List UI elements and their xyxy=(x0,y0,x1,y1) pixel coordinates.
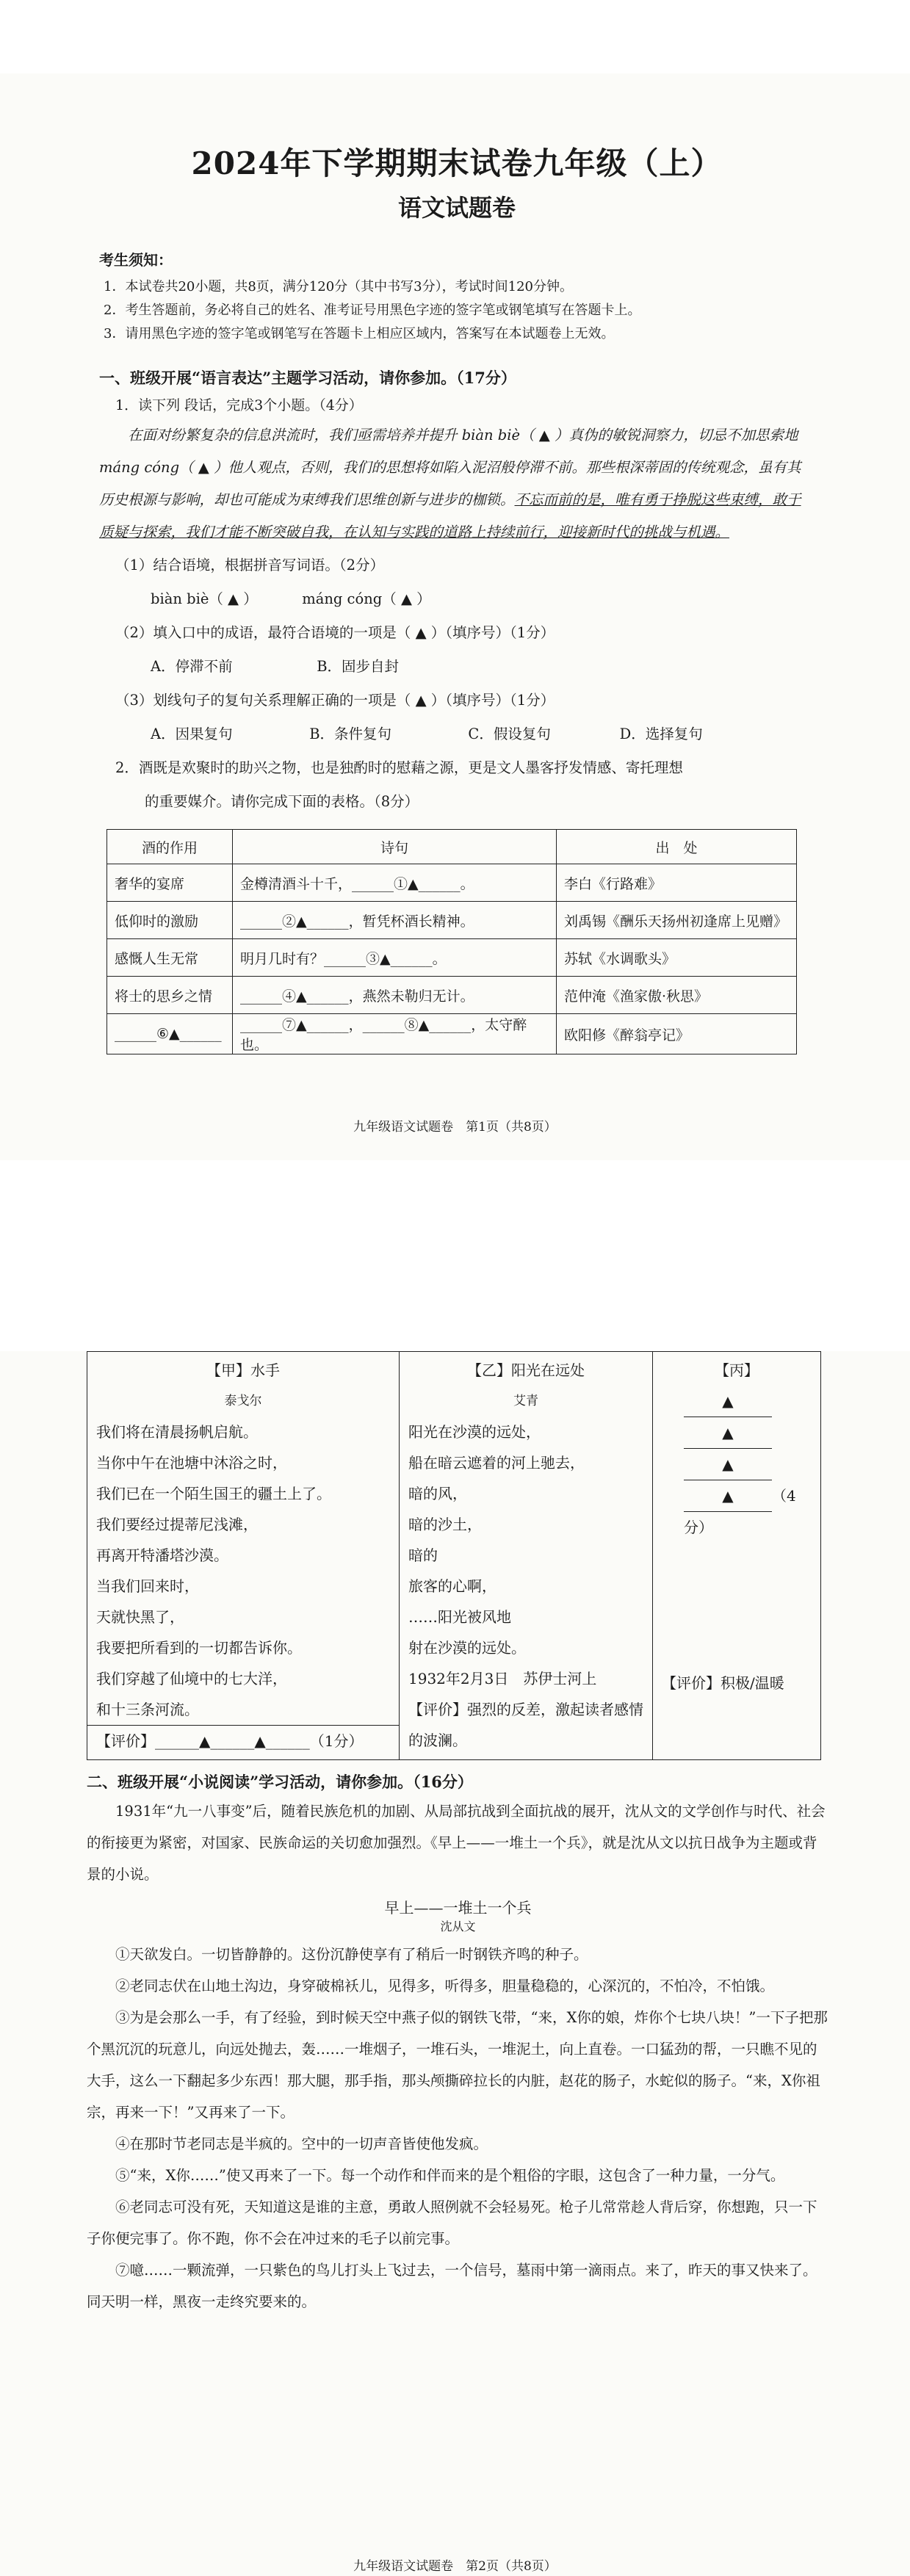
answer-blank: ▲ xyxy=(684,1386,772,1417)
option-a: A．因果复句 xyxy=(151,726,233,742)
pinyin-blank-1: biàn biè（ ▲ ） xyxy=(151,590,258,607)
table-cell: 苏轼《水调歌头》 xyxy=(557,939,797,977)
poem-a-author: 泰戈尔 xyxy=(224,1394,262,1408)
poem-a-heading: 【甲】水手 xyxy=(206,1361,280,1379)
poem-line: 当你中午在池塘中沐浴之时， xyxy=(96,1454,287,1472)
table-cell: 明月几时有？______③▲______。 xyxy=(233,939,557,977)
table-cell: ______②▲______，暂凭杯酒长精神。 xyxy=(233,902,557,939)
exam-title: 2024年下学期期末试卷九年级（上） xyxy=(191,145,723,181)
option-d: D．选择复句 xyxy=(619,726,703,742)
page-footer: 九年级语文试题卷 第2页（共8页） xyxy=(353,2559,557,2574)
page-gap xyxy=(0,1160,910,1351)
story-title: 早上——一堆土一个兵 xyxy=(384,1899,532,1917)
poem-line: 船在暗云遮着的河上驰去， xyxy=(408,1454,585,1472)
table-row xyxy=(107,939,797,977)
poem-line: 我要把所看到的一切都告诉你。 xyxy=(96,1639,302,1657)
poem-b-heading: 【乙】阳光在远处 xyxy=(467,1361,585,1379)
poem-line: 射在沙漠的远处。 xyxy=(408,1639,526,1657)
table-row xyxy=(107,902,797,939)
exam-page-2 xyxy=(0,1351,910,2576)
notice-title: 考生须知： xyxy=(99,251,173,269)
story-paragraph: ③为是会那么一手，有了经验，到时候天空中燕子似的钢铁飞带，“来，X你的娘，炸你个七块八块！”一下子把那个黑沉沉的玩意儿，向远处抛去，轰……一堆烟子，一堆石头，一堆泥土，向上直卷。一口猛劲的帮，一只瞧不见的大手，这么一下翻起多少东西！那大腿，那手指，那头颅撕碎拉长的内脏，赵花的肠子，水蛇似的肠子。“来，X你祖宗，再来一下！”又再来了一下。 xyxy=(87,2009,828,2121)
table-cell: 低仰时的激励 xyxy=(107,902,233,939)
poem-a-column xyxy=(87,1352,400,1760)
poem-line: 暗的沙土， xyxy=(408,1516,482,1533)
answer-blank: ▲ xyxy=(684,1480,772,1512)
poem-line: 暗的风， xyxy=(408,1485,467,1502)
question-2-prompt: 2．酒既是欢聚时的助兴之物，也是独酌时的慰藉之源，更是文人墨客抒发情感、寄托理想 xyxy=(115,759,683,776)
story-paragraph: ④在那时节老同志是半疯的。空中的一切声音皆使他发疯。 xyxy=(115,2135,488,2152)
question-1-prompt: 1．读下列 段话，完成3个小题。（4分） xyxy=(115,397,363,413)
option-b: B．条件复句 xyxy=(309,726,392,742)
poem-line: 暗的 xyxy=(408,1546,438,1564)
poem-line: 再离开特潘塔沙漠。 xyxy=(96,1546,228,1564)
poem-line: 我们穿越了仙境中的七大洋， xyxy=(96,1670,287,1687)
table-cell: 将士的思乡之情 xyxy=(107,977,233,1014)
poem-b-evaluation: 【评价】强烈的反差，激起读者感情的波澜。 xyxy=(408,1701,643,1749)
passage-text: 在面对纷繁复杂的信息洪流时，我们亟需培养并提升 biàn biè（ ▲ ）真伪的敏锐洞察力，切忌不加思索地 máng cóng（ ▲ ）他人观点，否则，我们的思想将如陷入泥沼般停滞不前。那些根深蒂固的传统观念，虽有其历史根源与影响，却也可能成为束缚我们思维创新与进步的枷锁。 xyxy=(99,427,801,508)
subquestion-3-options xyxy=(99,717,815,751)
notice-item: 2．考生答题前，务必将自己的姓名、准考证号用黑色字迹的签字笔或钢笔填写在答题卡上。 xyxy=(104,303,641,318)
table-row xyxy=(107,977,797,1014)
poem-line: 当我们回来时， xyxy=(96,1577,199,1595)
story-paragraph: ②老同志伏在山地土沟边，身穿破棉袄儿，见得多，听得多，胆量稳稳的，心深沉的，不怕冷，不怕饿。 xyxy=(115,1978,775,1994)
story-author: 沈从文 xyxy=(440,1920,476,1933)
table-header: 诗句 xyxy=(233,830,557,864)
story-paragraph: ①天欲发白。一切皆静静的。这份沉静使享有了稍后一时钢铁齐鸣的种子。 xyxy=(115,1946,588,1963)
subquestion-1: （1）结合语境，根据拼音写词语。（2分） xyxy=(115,557,385,574)
poem-line: 我们将在清晨扬帆启航。 xyxy=(96,1423,258,1441)
poem-line: 旅客的心啊， xyxy=(408,1577,496,1595)
poem-c-column xyxy=(653,1352,821,1760)
option-c: C．假设复句 xyxy=(468,726,551,742)
story-paragraph: ⑥老同志可没有死，天知道这是谁的主意，勇敢人照例就不会轻易死。枪子儿常常趁人背后穿，你想跑，只一下子你便完事了。你不跑，你不会在冲过来的毛子以前完事。 xyxy=(87,2199,817,2247)
poem-line: 我们要经过提蒂尼浅滩， xyxy=(96,1516,258,1533)
table-header-row xyxy=(107,830,797,864)
exam-subtitle: 语文试题卷 xyxy=(397,194,516,222)
subquestion-2: （2）填入口中的成语，最符合语境的一项是（ ▲ ）（填序号）（1分） xyxy=(115,624,555,641)
table-cell: 感慨人生无常 xyxy=(107,939,233,977)
subquestion-2-options xyxy=(99,650,815,684)
notice-item: 1．本试卷共20小题，共8页，满分120分（其中书写3分），考试时间120分钟。 xyxy=(104,279,573,294)
poem-b-column xyxy=(400,1352,653,1760)
option-b: B．固步自封 xyxy=(317,658,400,675)
section-heading-1: 一、班级开展“语言表达”主题学习活动，请你参加。（17分） xyxy=(99,369,516,387)
page-footer: 九年级语文试题卷 第1页（共8页） xyxy=(353,1120,557,1135)
story-paragraph: ⑤“来，X你……”使又再来了一下。每一个动作和伴而来的是个粗俗的字眼，这包含了一种力量，一分气。 xyxy=(115,2167,785,2184)
poem-line: 和十三条河流。 xyxy=(96,1701,199,1718)
poem-a-evaluation: 【评价】______▲______▲______（1分） xyxy=(87,1725,399,1756)
poem-line: 我们已在一个陌生国王的疆土上了。 xyxy=(96,1485,331,1502)
table-cell: 金樽清酒斗十千，______①▲______。 xyxy=(233,864,557,902)
table-cell: ______⑦▲______，______⑧▲______，太守醉也。 xyxy=(233,1014,557,1054)
wine-poetry-table xyxy=(106,829,797,1054)
table-cell: 范仲淹《渔家傲·秋思》 xyxy=(557,977,797,1014)
poem-line: 1932年2月3日 苏伊士河上 xyxy=(408,1670,597,1687)
table-cell: 欧阳修《醉翁亭记》 xyxy=(557,1014,797,1054)
option-a: A．停滞不前 xyxy=(151,658,233,675)
table-cell: 李白《行路难》 xyxy=(557,864,797,902)
pinyin-blank-2: máng cóng（ ▲ ） xyxy=(302,590,431,607)
poem-line: ……阳光被风地 xyxy=(408,1608,511,1626)
passage-underlined-sentence: 不忘而前的是，唯有勇于挣脱这些束缚，敢于质疑与探索，我们才能不断突破自我，在认知与实践的道路上持续前行，迎接新时代的挑战与机遇。 xyxy=(99,491,801,540)
question-2-prompt-cont: 的重要媒介。请你完成下面的表格。（8分） xyxy=(145,793,419,810)
score-note: （4分） xyxy=(684,1487,796,1536)
pinyin-row xyxy=(99,582,815,616)
table-cell: 奢华的宴席 xyxy=(107,864,233,902)
table-cell: ______⑥▲______ xyxy=(107,1014,233,1054)
reading-passage xyxy=(99,419,815,549)
poem-line: 阳光在沙漠的远处， xyxy=(408,1423,541,1441)
table-header: 酒的作用 xyxy=(107,830,233,864)
table-header: 出 处 xyxy=(557,830,797,864)
poem-c-evaluation: 【评价】积极/温暖 xyxy=(662,1674,784,1692)
poem-line: 天就快黑了， xyxy=(96,1608,184,1626)
answer-blank: ▲ xyxy=(684,1417,772,1449)
table-row xyxy=(107,864,797,902)
table-cell: ______④▲______，燕然未勒归无计。 xyxy=(233,977,557,1014)
poem-c-heading: 【丙】 xyxy=(715,1361,759,1379)
section-heading-2: 二、班级开展“小说阅读”学习活动，请你参加。（16分） xyxy=(87,1773,473,1791)
poem-b-author: 艾青 xyxy=(513,1394,538,1408)
answer-blank: ▲ xyxy=(684,1449,772,1480)
story-paragraph: ⑦噫……一颗流弹，一只紫色的鸟儿打头上飞过去，一个信号，墓雨中第一滴雨点。来了，昨天的事又快来了。同天明一样，黑夜一走终究要来的。 xyxy=(87,2262,817,2310)
table-cell: 刘禹锡《酬乐天扬州初逢席上见赠》 xyxy=(557,902,797,939)
exam-page-1 xyxy=(0,73,910,1160)
poem-comparison-table xyxy=(87,1351,821,1760)
intro-paragraph: 1931年“九一八事变”后，随着民族危机的加剧、从局部抗战到全面抗战的展开，沈从文的文学创作与时代、社会的衔接更为紧密，对国家、民族命运的关切愈加强烈。《早上——一堆土一个兵》，就是沈从文以抗日战争为主题或背景的小说。 xyxy=(87,1803,826,1883)
notice-item: 3．请用黑色字迹的签字笔或钢笔写在答题卡上相应区域内，答案写在本试题卷上无效。 xyxy=(104,326,615,341)
table-row xyxy=(107,1014,797,1054)
subquestion-3: （3）划线句子的复句关系理解正确的一项是（ ▲ ）（填序号）（1分） xyxy=(115,692,555,709)
